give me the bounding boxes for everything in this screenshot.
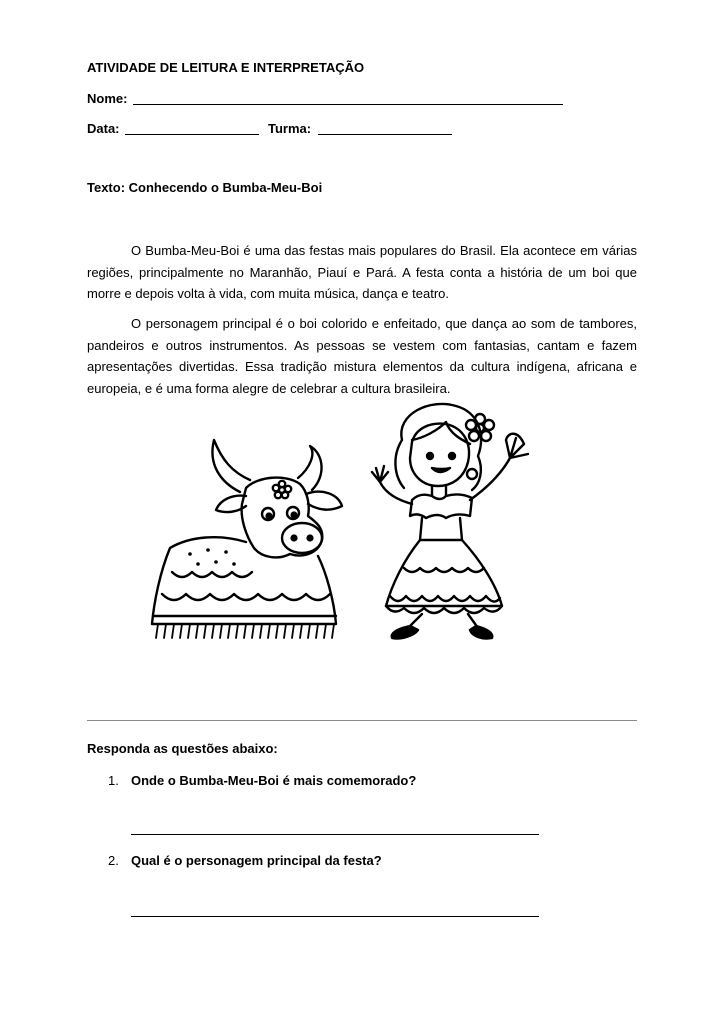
worksheet-title: ATIVIDADE DE LEITURA E INTERPRETAÇÃO <box>87 60 365 75</box>
boi-illustration <box>150 432 350 647</box>
name-label: Nome: <box>87 91 128 106</box>
class-field-line[interactable] <box>318 121 452 135</box>
question-1-text: Onde o Bumba-Meu-Boi é mais comemorado? <box>131 773 417 788</box>
dancer-girl-illustration <box>360 400 540 645</box>
question-1-number: 1. <box>108 773 119 788</box>
class-label: Turma: <box>268 121 312 136</box>
text-paragraph-1: O Bumba-Meu-Boi é uma das festas mais populares do Brasil. Ela acontece em várias regiões, principalmente no Maranhão, Piauí e Pará. A festa conta a história de um boi que morre e depois volta à vida, com muita música, dança e teatro. <box>87 243 637 301</box>
text-title: Texto: Conhecendo o Bumba-Meu-Boi <box>87 180 323 195</box>
question-2-text: Qual é o personagem principal da festa? <box>131 853 382 868</box>
date-label: Data: <box>87 121 120 136</box>
name-field-line[interactable] <box>133 91 563 105</box>
questions-instruction: Responda as questões abaixo: <box>87 741 278 756</box>
question-2-answer-line[interactable] <box>131 904 539 917</box>
question-2-number: 2. <box>108 853 119 868</box>
section-divider <box>87 720 637 721</box>
question-1-answer-line[interactable] <box>131 822 539 835</box>
date-field-line[interactable] <box>125 121 259 135</box>
text-paragraph-2: O personagem principal é o boi colorido e enfeitado, que dança ao som de tambores, pandeiros e outros instrumentos. As pessoas se vestem com fantasias, cantam e fazem apresentações divertidas. Essa tradição mistura elementos da cultura indígena, africana e europeia, e é uma forma alegre de celebrar a cultura brasileira. <box>87 316 637 396</box>
